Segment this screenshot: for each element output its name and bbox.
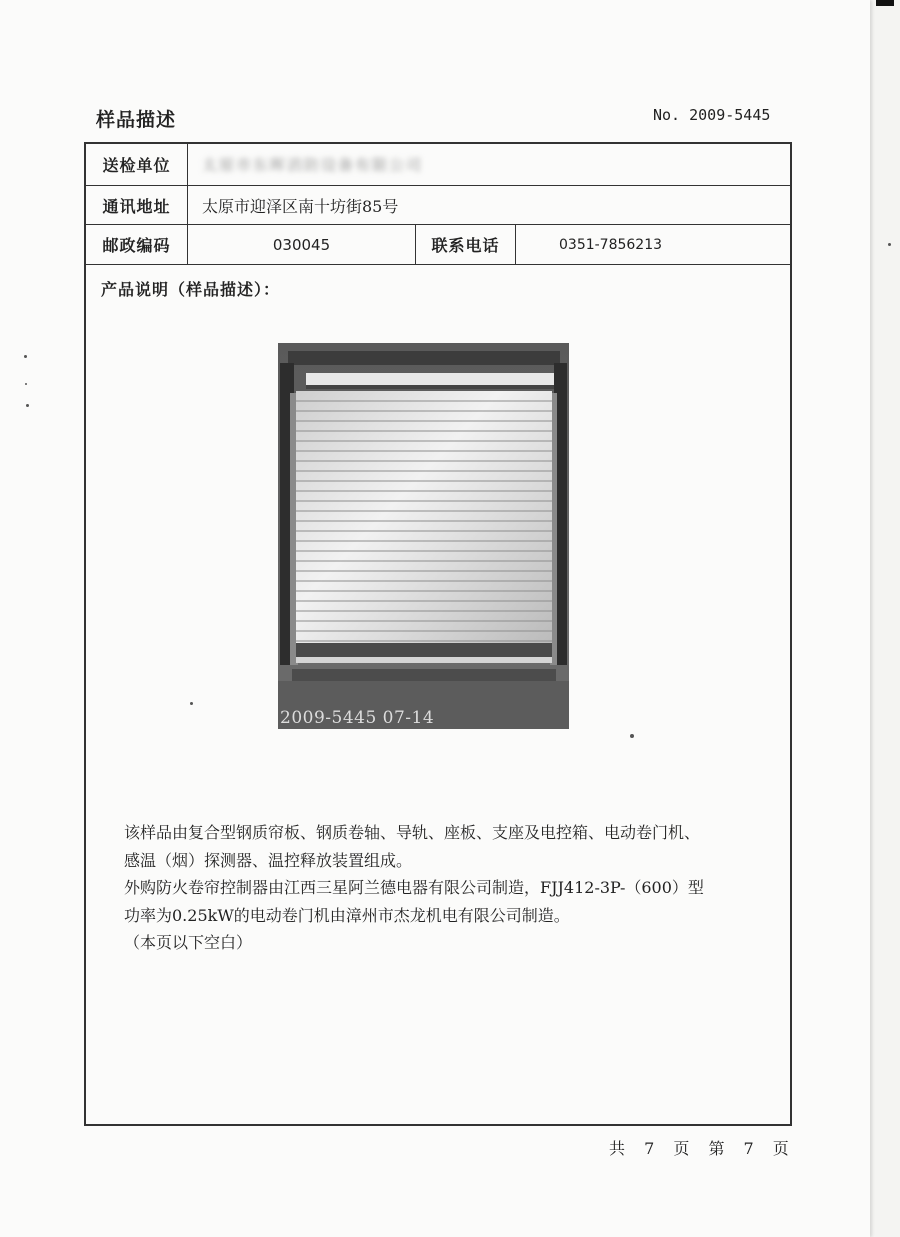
scan-speck	[888, 243, 891, 246]
address-row	[86, 186, 790, 225]
report-number: No. 2009-5445	[653, 106, 771, 124]
scan-speck	[630, 734, 634, 738]
description-form	[84, 142, 792, 1126]
scan-speck	[190, 702, 193, 705]
phone-label: 联系电话	[416, 225, 516, 264]
postcode-row	[86, 225, 790, 265]
scan-speck	[26, 404, 29, 407]
sender-value-redacted: 太原市东晖消防设备有限公司	[202, 156, 424, 174]
address-label: 通讯地址	[86, 186, 188, 224]
description-line: 外购防火卷帘控制器由江西三星阿兰德电器有限公司制造，FJJ412-3P-（600）型	[124, 878, 704, 897]
description-line: 该样品由复合型钢质帘板、钢质卷轴、导轨、座板、支座及电控箱、电动卷门机、	[124, 823, 701, 842]
rolling-shutter-door-image	[278, 343, 569, 729]
description-line: （本页以下空白）	[124, 933, 253, 952]
description-line: 功率为0.25kW的电动卷门机由漳州市杰龙机电有限公司制造。	[124, 905, 570, 925]
scan-edge-mark	[876, 0, 894, 6]
address-value: 太原市迎泽区南十坊街85号	[202, 196, 399, 216]
page-footer: 共 7 页 第 7 页	[609, 1139, 790, 1158]
scan-speck	[24, 355, 27, 358]
page-title: 样品描述	[96, 109, 177, 131]
product-description-heading: 产品说明（样品描述）：	[101, 280, 281, 299]
postcode-label: 邮政编码	[86, 225, 188, 264]
sender-label: 送检单位	[86, 144, 188, 185]
description-line: 感温（烟）探测器、温控释放装置组成。	[124, 850, 413, 870]
phone-value: 0351-7856213	[559, 236, 663, 253]
sender-row	[86, 144, 790, 186]
product-description-text	[124, 819, 764, 957]
sample-photo	[278, 343, 569, 729]
photo-date-stamp: 2009-5445 07-14	[280, 708, 435, 728]
sender-value	[188, 144, 790, 185]
scan-speck	[25, 383, 27, 385]
postcode-value: 030045	[188, 225, 416, 264]
